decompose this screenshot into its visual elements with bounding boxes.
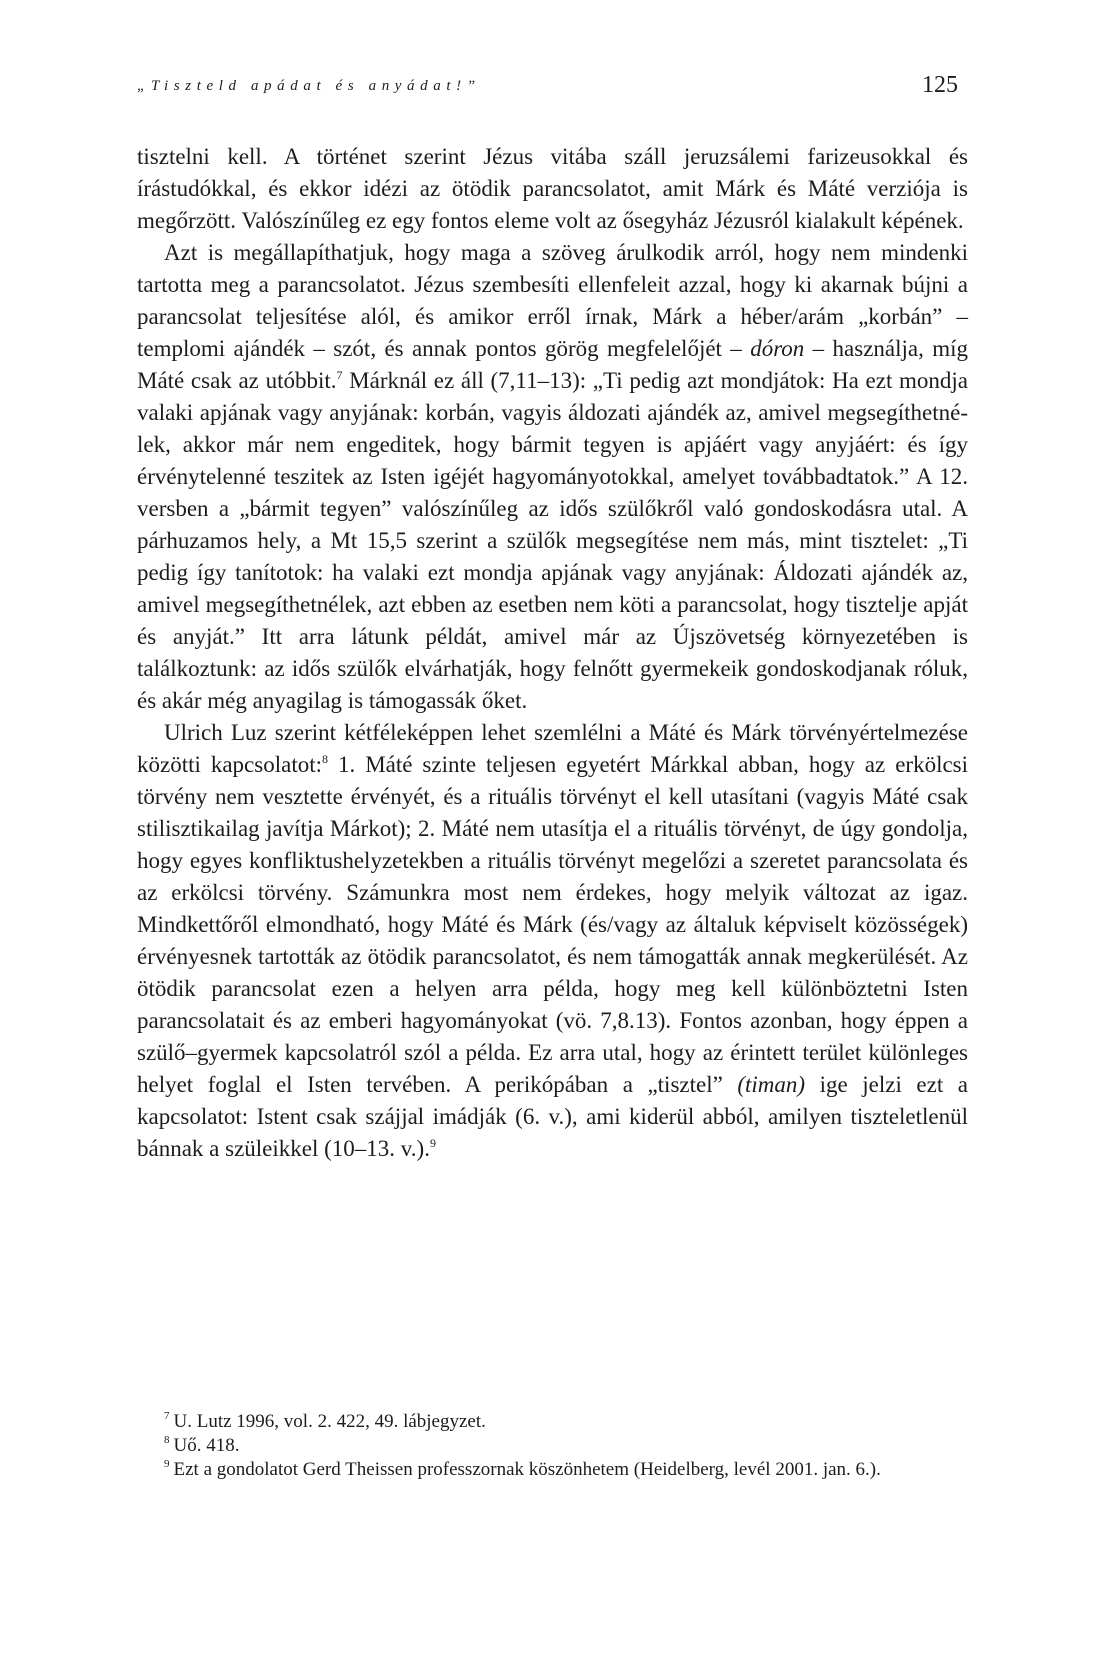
- footnotes: [137, 1410, 968, 1482]
- text-run: Azt is megállapíthatjuk, hogy maga a szöveg árulkodik arról, hogy nem mindenki tartotta meg a parancsolatot. Jézus szembesíti ellenfeleit azzal, hogy ki akarnak bújni a parancsolat teljesítése alól, és amikor erről írnak, Márk a héber/arám „korbán” – templomi ajándék – szót, és annak pontos görög megfelelőjét –: [137, 240, 968, 361]
- footnote-ref: 9: [429, 1136, 436, 1150]
- running-head: „Tiszteld apádat és anyádat!”: [137, 78, 481, 94]
- italic-term: (timan): [737, 1072, 806, 1097]
- text-run: – használja, míg Máté csak az utóbbit.: [137, 336, 968, 393]
- body-text: [137, 141, 968, 1165]
- footnote-ref: 7: [336, 368, 343, 382]
- text-run: Ulrich Luz szerint kétféleképpen lehet szemlélni a Máté és Márk törvényértelmezése közötti kapcsolatot:: [137, 720, 968, 777]
- text-run: Márknál ez áll (7,11–13): „Ti pedig azt mondjátok: Ha ezt mondja valaki apjának vagy anyjának: korbán, vagyis áldozati ajándék az, amivel megsegíthetnélek, akkor már nem engeditek, hogy bármit tegyen is apjáért vagy anyjáért: és így érvénytelenné teszitek az Isten igéjét hagyományotokkal, amelyet továbbadtatok.” A 12. versben a „bármit tegyen” valószínűleg az idős szülőkről való gondoskodásra utal. A párhuzamos hely, a Mt 15,5 szerint a szülők megsegítése nem más, mint tisztelet: „Ti pedig így tanítotok: ha valaki ezt mondja apjának vagy anyjának: Áldozati ajándék az, amivel megsegíthetnélek, azt ebben az esetben nem köti a parancsolat, hogy tisztelje apját és anyját.” Itt arra látunk példát, amivel már az Újszövetség környezetében is találkoztunk: az idős szülők elvárhatják, hogy felnőtt gyermekeik gondoskodjanak róluk, és akár még anyagilag is támogassák őket.: [137, 368, 968, 713]
- footnote-number: 8: [164, 1434, 170, 1446]
- footnote-text: U. Lutz 1996, vol. 2. 422, 49. lábjegyzet.: [173, 1411, 486, 1432]
- footnote-number: 7: [164, 1410, 170, 1422]
- paragraph: [137, 141, 968, 237]
- footnote: [137, 1434, 968, 1458]
- footnote-ref: 8: [322, 752, 328, 766]
- paragraph: [137, 717, 968, 1165]
- footnote: [137, 1458, 968, 1482]
- paragraph: [137, 237, 968, 717]
- italic-term: dóron: [750, 336, 805, 361]
- page-number: 125: [922, 72, 958, 98]
- text-run: 1. Máté szinte teljesen egyetért Márkkal abban, hogy az erkölcsi törvény nem vesztette érvényét, és a rituális törvényt el kell utasítani (vagyis Máté csak stilisztikailag javítja Márkot); 2. Máté nem utasítja el a rituális törvényt, de úgy gondolja, hogy egyes konfliktushelyzetekben a rituális törvényt megelőzi a szeretet parancsolata és az erkölcsi törvény. Számunkra most nem érdekes, hogy melyik változat az igaz. Mindkettőről elmondható, hogy Máté és Márk (és/vagy az általuk képviselt közösségek) érvényesnek tartották az ötödik parancsolatot, és nem támogatták annak megkerülését. Az ötödik parancsolat ezen a helyen arra példa, hogy meg kell különböztetni Isten parancsolatait és az emberi hagyományokat (vö. 7,8.13). Fontos azonban, hogy éppen a szülő–gyermek kapcsolatról szól a példa. Ez arra utal, hogy az érintett terület különleges helyet foglal el Isten tervében. A perikópában a „tisztel”: [137, 752, 969, 1097]
- footnote-number: 9: [164, 1458, 170, 1470]
- footnote-text: Ezt a gondolatot Gerd Theissen professzornak köszönhetem (Heidelberg, levél 2001. jan. 6.).: [173, 1459, 881, 1480]
- footnote: [137, 1410, 968, 1434]
- text-run: ige jelzi ezt a kapcsolatot: Istent csak szájjal imádják (6. v.), ami kiderül abból, amilyen tiszteletlenül bánnak a szüleikkel (10–13. v.).: [137, 1072, 968, 1161]
- text-run: tisztelni kell. A történet szerint Jézus vitába száll jeruzsálemi farizeusokkal és írástudókkal, és ekkor idézi az ötödik parancsolatot, amit Márk és Máté verziója is megőrzött. Valószínűleg ez egy fontos eleme volt az ősegyház Jézusról kialakult képének.: [137, 144, 968, 233]
- footnote-text: Uő. 418.: [173, 1435, 240, 1456]
